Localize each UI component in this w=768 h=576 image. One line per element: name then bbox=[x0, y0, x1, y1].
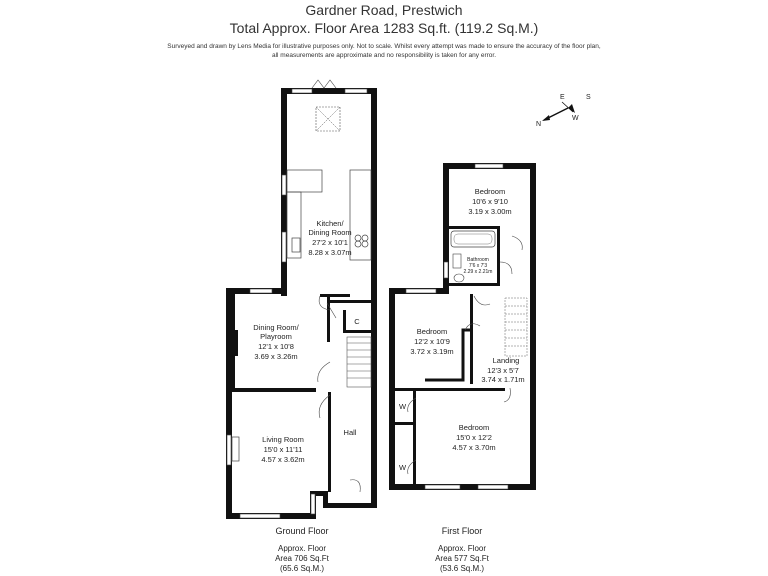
ground-floor-area-3: (65.6 Sq.M.) bbox=[279, 564, 325, 573]
first-floor-area-3: (53.6 Sq.M.) bbox=[439, 564, 485, 573]
compass-south: S bbox=[586, 94, 591, 101]
bathroom-name: Bathroom bbox=[467, 257, 489, 263]
landing-size-imperial: 12'3 x 5'7 bbox=[487, 366, 519, 375]
ground-floor-area-1: Approx. Floor bbox=[277, 544, 327, 553]
ground-floor-label: Ground Floor bbox=[275, 526, 329, 536]
dining-name-1: Dining Room/ bbox=[253, 323, 299, 332]
plan-title: Gardner Road, Prestwich bbox=[305, 2, 463, 18]
dining-name-2: Playroom bbox=[260, 332, 292, 341]
compass-east: E bbox=[560, 94, 565, 101]
bedroom-top-name: Bedroom bbox=[474, 187, 506, 196]
ground-floor-stairs bbox=[347, 337, 371, 387]
living-size-imperial: 15'0 x 11'11 bbox=[263, 445, 303, 454]
compass-west: W bbox=[572, 115, 579, 122]
bedroom-main-name: Bedroom bbox=[458, 423, 490, 432]
first-floor-stairs bbox=[505, 298, 527, 356]
first-floor-area-1: Approx. Floor bbox=[437, 544, 487, 553]
wardrobe-1-name: W bbox=[399, 402, 407, 411]
bedroom-top-size-imperial: 10'6 x 9'10 bbox=[472, 197, 508, 206]
compass-icon bbox=[536, 94, 591, 128]
kitchen-name-2: Dining Room bbox=[308, 228, 352, 237]
landing-size-metric: 3.74 x 1.71m bbox=[481, 375, 525, 384]
first-floor-label: First Floor bbox=[441, 526, 483, 536]
kitchen-name-1: Kitchen/ bbox=[316, 219, 344, 228]
bedroom-main-size-imperial: 15'0 x 12'2 bbox=[456, 433, 492, 442]
bedroom-main-size-metric: 4.57 x 3.70m bbox=[452, 443, 496, 452]
compass-north: N bbox=[536, 121, 542, 128]
bathroom-size-metric: 2.29 x 2.21m bbox=[463, 269, 493, 275]
ground-floor-area-2: Area 706 Sq.Ft bbox=[275, 554, 329, 563]
dining-size-metric: 3.69 x 3.26m bbox=[254, 352, 298, 361]
bedroom-mid-name: Bedroom bbox=[416, 327, 448, 336]
bedroom-mid-size-imperial: 12'2 x 10'9 bbox=[414, 337, 450, 346]
ground-floor-plan bbox=[226, 80, 377, 573]
cupboard-name: C bbox=[354, 317, 360, 326]
bathroom-size-imperial: 7'6 x 7'3 bbox=[468, 263, 488, 269]
living-size-metric: 4.57 x 3.62m bbox=[261, 455, 305, 464]
landing-name: Landing bbox=[492, 356, 520, 365]
first-floor-area-2: Area 577 Sq.Ft bbox=[435, 554, 489, 563]
living-name: Living Room bbox=[262, 435, 304, 444]
disclaimer-line-2: all measurements are approximate and no responsibility is taken for any error. bbox=[272, 52, 496, 59]
total-floor-area: Total Approx. Floor Area 1283 Sq.ft. (119.2 Sq.M.) bbox=[229, 20, 539, 36]
hall-name: Hall bbox=[343, 428, 357, 437]
kitchen-size-imperial: 27'2 x 10'1 bbox=[312, 238, 348, 247]
disclaimer-line-1: Surveyed and drawn by Lens Media for illustrative purposes only. Not to scale. Whilst every attempt was made to ensure the accuracy of the floor plan, bbox=[167, 43, 601, 50]
kitchen-size-metric: 8.28 x 3.07m bbox=[308, 248, 352, 257]
bedroom-top-size-metric: 3.19 x 3.00m bbox=[468, 207, 512, 216]
bedroom-mid-size-metric: 3.72 x 3.19m bbox=[410, 347, 454, 356]
wardrobe-2-name: W bbox=[399, 463, 407, 472]
first-floor-plan bbox=[389, 163, 536, 573]
dining-size-imperial: 12'1 x 10'8 bbox=[258, 342, 294, 351]
